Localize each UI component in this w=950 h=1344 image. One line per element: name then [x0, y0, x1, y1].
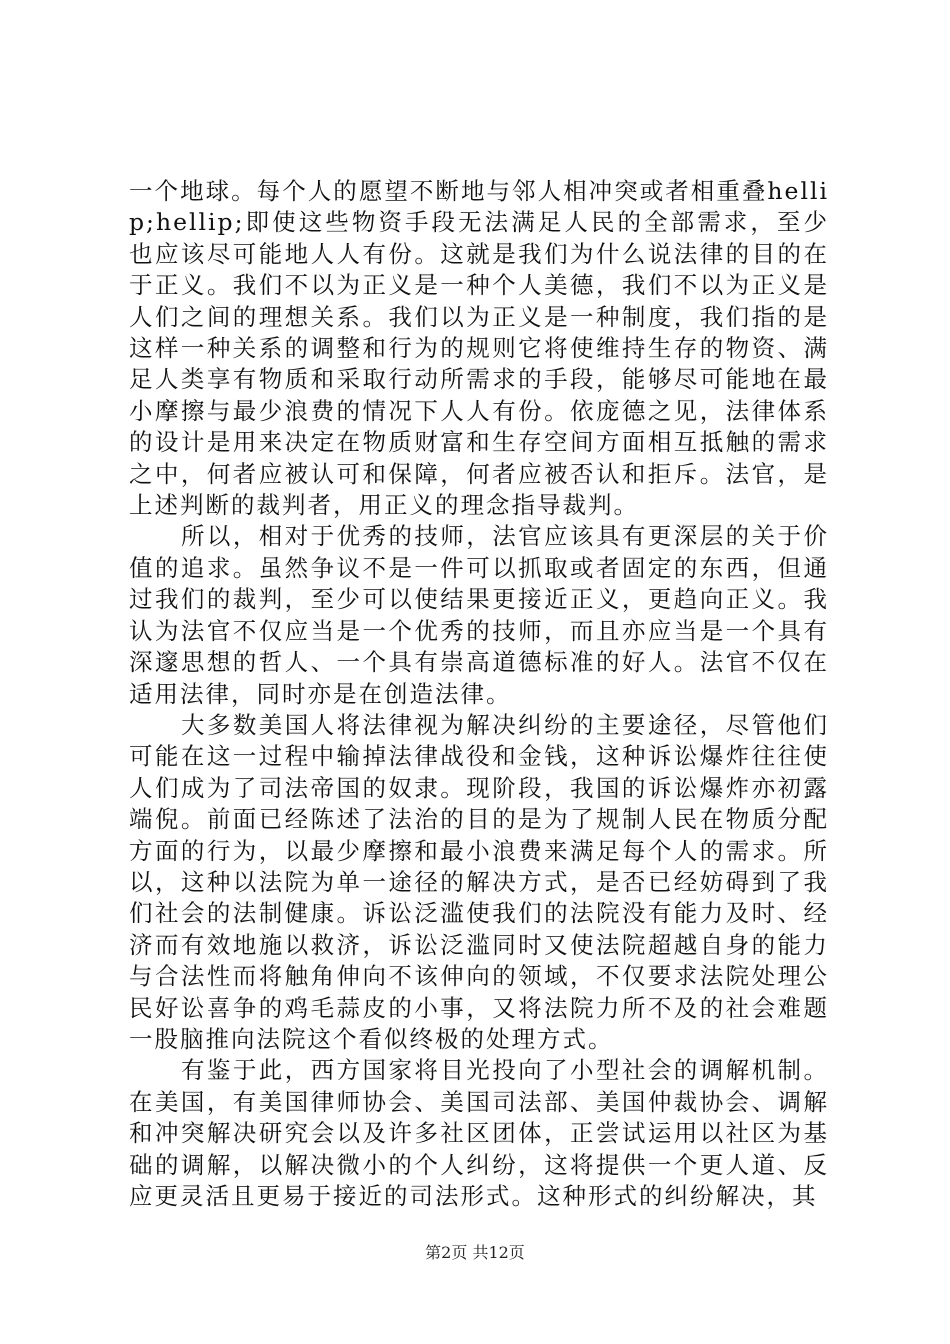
paragraph-2: 所以，相对于优秀的技师，法官应该具有更深层的关于价值的追求。虽然争议不是一件可以抓取或者固定的东西，但通过我们的裁判，至少可以使结果更接近正义，更趋向正义。我认为法官不仅应当是一个优秀的技师，而且亦应当是一个具有深邃思想的哲人、一个具有崇高道德标准的好人。法官不仅在适用法律，同时亦是在创造法律。	[129, 522, 829, 708]
paragraph-3: 大多数美国人将法律视为解决纠纷的主要途径，尽管他们可能在这一过程中输掉法律战役和金钱，这种诉讼爆炸往往使人们成为了司法帝国的奴隶。现阶段，我国的诉讼爆炸亦初露端倪。前面已经陈述了法治的目的是为了规制人民在物质分配方面的行为，以最少摩擦和最小浪费来满足每个人的需求。所以，这种以法院为单一途径的解决方式，是否已经妨碍到了我们社会的法制健康。诉讼泛滥使我们的法院没有能力及时、经济而有效地施以救济，诉讼泛滥同时又使法院超越自身的能力与合法性而将触角伸向不该伸向的领域，不仅要求法院处理公民好讼喜争的鸡毛蒜皮的小事，又将法院力所不及的社会难题一股脑推向法院这个看似终极的处理方式。	[129, 710, 829, 1053]
body-text	[129, 176, 829, 1212]
paragraph-4: 有鉴于此，西方国家将目光投向了小型社会的调解机制。在美国，有美国律师协会、美国司法部、美国仲裁协会、调解和冲突解决研究会以及许多社区团体，正尝试运用以社区为基础的调解，以解决微小的个人纠纷，这将提供一个更人道、反应更灵活且更易于接近的司法形式。这种形式的纠纷解决，其	[129, 1056, 829, 1210]
page-number-footer: 第2页 共12页	[425, 1243, 525, 1262]
paragraph-1: 一个地球。每个人的愿望不断地与邻人相冲突或者相重叠hellip;hellip;即使这些物资手段无法满足人民的全部需求，至少也应该尽可能地人人有份。这就是我们为什么说法律的目的在于正义。我们不以为正义是一种个人美德，我们不以为正义是人们之间的理想关系。我们以为正义是一种制度，我们指的是这样一种关系的调整和行为的规则它将使维持生存的物资、满足人类享有物质和采取行动所需求的手段，能够尽可能地在最小摩擦与最少浪费的情况下人人有份。依庞德之见，法律体系的设计是用来决定在物质财富和生存空间方面相互抵触的需求之中，何者应被认可和保障，何者应被否认和拒斥。法官，是上述判断的裁判者，用正义的理念指导裁判。	[129, 177, 829, 520]
